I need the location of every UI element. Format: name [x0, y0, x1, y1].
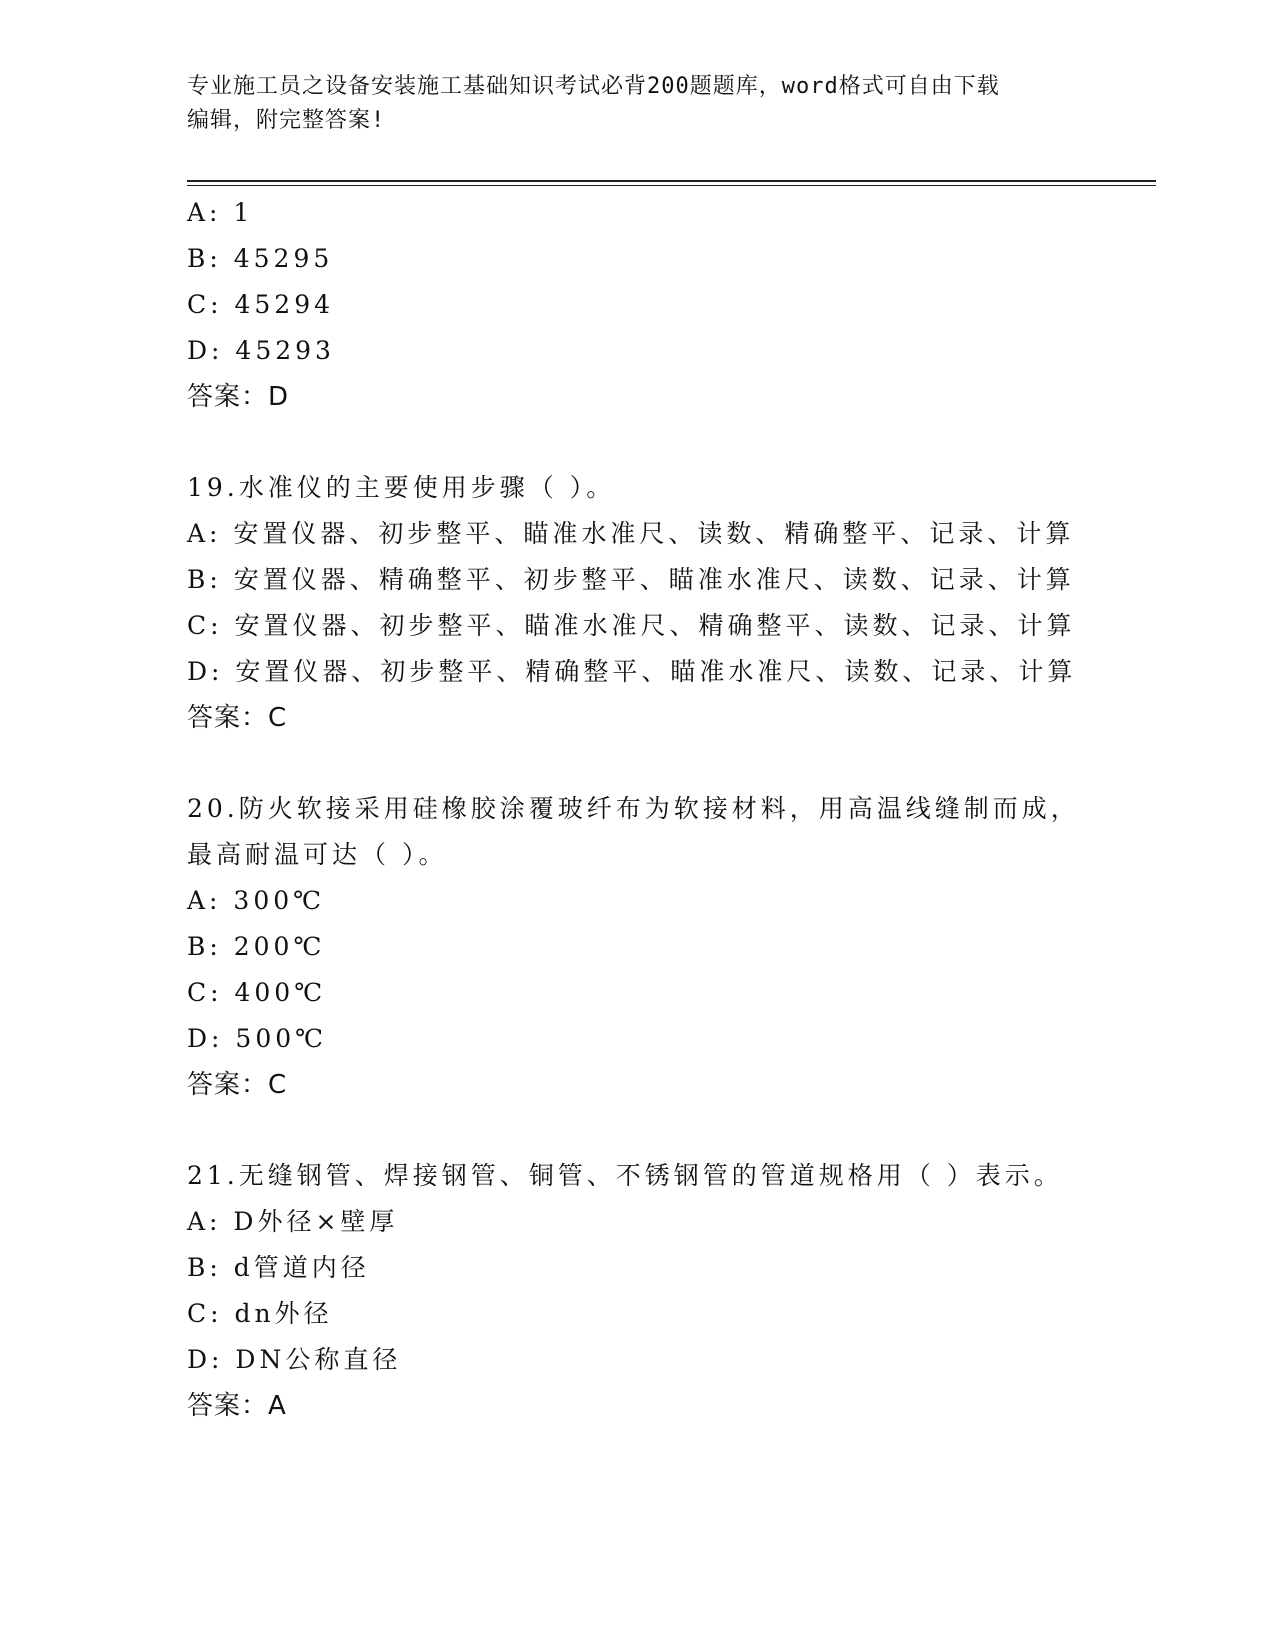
- question-stem: 21.无缝钢管、焊接钢管、铜管、不锈钢管的管道规格用（ ）表示。: [187, 1161, 1063, 1190]
- question-stem-line-1: 20.防火软接采用硅橡胶涂覆玻纤布为软接材料，用高温线缝制而成，: [187, 794, 1080, 823]
- option-d: D: DN公称直径: [187, 1345, 402, 1374]
- header-divider-thin: [187, 185, 1156, 186]
- question-stem-line-2: 最高耐温可达（ ）。: [187, 840, 448, 869]
- document-header: [187, 70, 1067, 138]
- answer-label: 答案：A: [187, 1391, 287, 1421]
- option-d: D: 安置仪器、初步整平、精确整平、瞄准水准尺、读数、记录、计算: [187, 657, 1077, 686]
- option-a: A: 1: [187, 198, 254, 227]
- option-b: B: 安置仪器、精确整平、初步整平、瞄准水准尺、读数、记录、计算: [187, 565, 1075, 594]
- option-d: D: 45293: [187, 336, 335, 365]
- option-b: B: d管道内径: [187, 1253, 370, 1282]
- option-a: A: 300℃: [187, 886, 326, 915]
- option-a: A: 安置仪器、初步整平、瞄准水准尺、读数、精确整平、记录、计算: [187, 519, 1075, 548]
- question-19: [187, 465, 1156, 741]
- option-a: A: D外径×壁厚: [187, 1207, 399, 1236]
- question-18-fragment: [187, 190, 1156, 420]
- header-title-line-1: 专业施工员之设备安装施工基础知识考试必背200题题库，word格式可自由下载: [187, 74, 1000, 99]
- question-20: [187, 786, 1156, 1108]
- option-c: C: 45294: [187, 290, 335, 319]
- option-b: B: 45295: [187, 244, 334, 273]
- option-c: C: 400℃: [187, 978, 327, 1007]
- option-c: C: 安置仪器、初步整平、瞄准水准尺、精确整平、读数、记录、计算: [187, 611, 1076, 640]
- question-stem: 19.水准仪的主要使用步骤（ ）。: [187, 473, 616, 502]
- option-c: C: dn外径: [187, 1299, 333, 1328]
- header-title-line-2: 编辑，附完整答案!: [187, 108, 386, 133]
- question-list: [187, 190, 1156, 1429]
- answer-label: 答案：D: [187, 382, 290, 412]
- option-d: D: 500℃: [187, 1024, 328, 1053]
- question-spacer: [187, 741, 1156, 786]
- question-21: [187, 1153, 1156, 1429]
- answer-label: 答案：C: [187, 1070, 288, 1100]
- question-spacer: [187, 1108, 1156, 1153]
- question-spacer: [187, 420, 1156, 465]
- option-b: B: 200℃: [187, 932, 326, 961]
- answer-label: 答案：C: [187, 703, 288, 733]
- header-divider-thick: [187, 180, 1156, 182]
